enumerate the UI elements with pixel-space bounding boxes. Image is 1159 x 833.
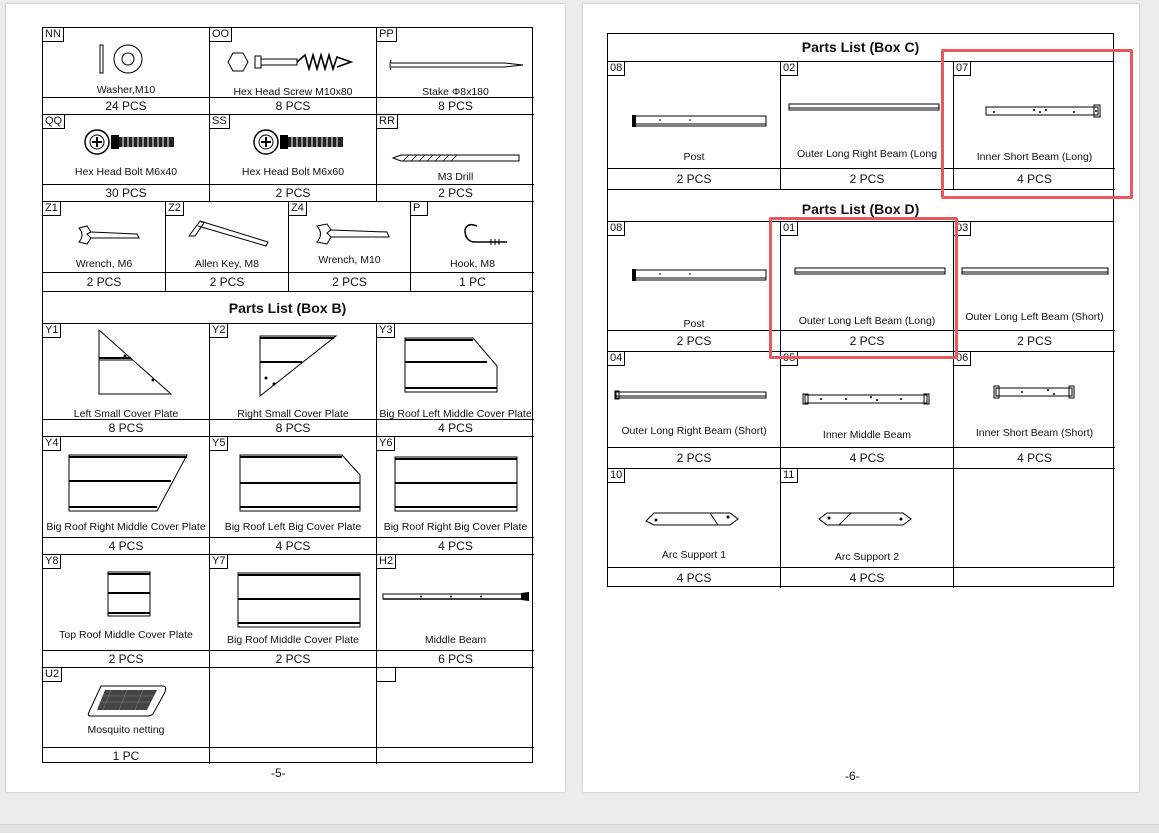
- part-qty: 2 PCS: [781, 330, 953, 351]
- parts-table-page-5: [42, 27, 533, 763]
- part-name: Big Roof Left Middle Cover Plate: [379, 408, 532, 420]
- part-name: Inner Middle Beam: [822, 429, 912, 441]
- part-qty: 2 PCS: [608, 447, 780, 468]
- part-code: U2: [43, 668, 62, 682]
- left-small-cover-plate-icon: [95, 328, 175, 398]
- wrench-icon: [77, 224, 141, 246]
- part-cell-02-c: [781, 62, 954, 190]
- part-name: Allen Key, M8: [195, 258, 259, 270]
- part-cell-06-d: [954, 352, 1115, 469]
- part-name: Big Roof Right Big Cover Plate: [383, 521, 528, 533]
- part-code: QQ: [43, 115, 65, 129]
- hex-screw-icon: [225, 50, 355, 74]
- part-cell-h2: [377, 555, 534, 668]
- part-name: Stake Φ8x180: [422, 86, 489, 98]
- inner-middle-beam-icon: [801, 392, 931, 406]
- arc-support-icon: [817, 509, 913, 529]
- part-code: Z1: [43, 202, 61, 216]
- middle-beam-icon: [381, 591, 531, 603]
- part-code: 04: [608, 352, 625, 366]
- part-qty: 1 PC: [411, 272, 534, 291]
- allen-key-icon: [186, 218, 270, 248]
- part-name: Wrench, M6: [75, 258, 133, 270]
- box-b-heading: Parts List (Box B): [43, 292, 532, 324]
- part-qty: 4 PCS: [377, 537, 534, 554]
- highlight-box-inner-short-beam-long: [941, 49, 1133, 199]
- part-code: [377, 668, 396, 682]
- part-code: Y2: [210, 324, 228, 338]
- part-cell-z2: [166, 202, 289, 292]
- part-qty: 8 PCS: [43, 419, 209, 436]
- empty-cell: [210, 668, 377, 764]
- part-name: Washer,M10: [96, 84, 156, 96]
- part-name: Hex Head Bolt M6x40: [74, 166, 178, 178]
- part-cell-pp: [377, 28, 534, 115]
- part-qty: 2 PCS: [43, 650, 209, 667]
- part-qty: 2 PCS: [210, 650, 376, 667]
- part-qty: 24 PCS: [43, 97, 209, 114]
- part-code: SS: [210, 115, 230, 129]
- part-qty: 8 PCS: [377, 97, 534, 114]
- part-qty: 4 PCS: [608, 567, 780, 588]
- part-cell-y5: [210, 437, 377, 555]
- part-cell-11-d: [781, 469, 954, 588]
- empty-cell: [377, 668, 534, 764]
- box-c-heading: Parts List (Box C): [608, 34, 1113, 62]
- part-name: Post: [683, 151, 705, 163]
- part-qty: 4 PCS: [954, 447, 1115, 468]
- part-cell-03-d: [954, 222, 1115, 352]
- part-name: Big Roof Middle Cover Plate: [227, 634, 359, 646]
- part-cell-ss: [210, 115, 377, 202]
- part-qty: [377, 747, 534, 764]
- part-cell-oo: [210, 28, 377, 115]
- outer-long-right-beam-icon: [787, 102, 941, 112]
- part-code: Y6: [377, 437, 395, 451]
- part-name: Middle Beam: [424, 634, 487, 646]
- big-roof-right-big-cover-plate-icon: [391, 455, 521, 515]
- part-cell-y2: [210, 324, 377, 437]
- part-code: 10: [608, 469, 625, 483]
- part-qty: 4 PCS: [377, 419, 534, 436]
- part-qty: 1 PC: [43, 747, 209, 764]
- part-name: Inner Short Beam (Long): [976, 151, 1093, 163]
- part-cell-08-c: [608, 62, 781, 190]
- part-cell-u2: [43, 668, 210, 764]
- part-qty: 4 PCS: [210, 537, 376, 554]
- part-name: Hook, M8: [450, 258, 495, 270]
- part-qty: 4 PCS: [781, 447, 953, 468]
- part-cell-y8: [43, 555, 210, 668]
- part-cell-p: [411, 202, 534, 292]
- part-code: 08: [608, 62, 625, 76]
- part-code: Z4: [289, 202, 307, 216]
- part-code: 07: [954, 62, 971, 76]
- part-code: NN: [43, 28, 64, 42]
- outer-long-left-beam-short-icon: [960, 266, 1110, 276]
- part-cell-z4: [289, 202, 411, 292]
- part-qty: 4 PCS: [43, 537, 209, 554]
- part-cell-04-d: [608, 352, 781, 469]
- highlight-box-outer-long-left-beam-long: [769, 217, 958, 359]
- part-qty: 6 PCS: [377, 650, 534, 667]
- big-roof-left-middle-cover-plate-icon: [401, 336, 501, 396]
- part-code: 11: [781, 469, 798, 483]
- part-cell-10-d: [608, 469, 781, 588]
- big-roof-middle-cover-plate-icon: [234, 571, 364, 631]
- part-code: Y1: [43, 324, 61, 338]
- part-cell-nn: [43, 28, 210, 115]
- big-roof-right-middle-cover-plate-icon: [65, 453, 191, 515]
- part-name: Top Roof Middle Cover Plate: [59, 629, 193, 641]
- part-qty: 2 PCS: [608, 330, 780, 351]
- part-name: M3 Drill: [437, 171, 474, 183]
- part-name: Outer Long Right Beam (Long: [796, 148, 938, 160]
- page-number: -5-: [271, 766, 286, 780]
- part-qty: 2 PCS: [377, 184, 534, 201]
- part-qty: 2 PCS: [608, 168, 780, 189]
- part-name: Arc Support 2: [834, 551, 900, 563]
- part-code: OO: [210, 28, 232, 42]
- part-cell-z1: [43, 202, 166, 292]
- part-name: Hex Head Screw M10x80: [233, 86, 353, 98]
- hook-icon: [461, 220, 511, 246]
- part-name: Outer Long Left Beam (Short): [965, 311, 1104, 323]
- part-name: Big Roof Left Big Cover Plate: [224, 521, 362, 533]
- top-roof-middle-cover-plate-icon: [105, 569, 153, 619]
- part-code: H2: [377, 555, 396, 569]
- part-name: Outer Long Right Beam (Short): [621, 425, 767, 437]
- stake-icon: [387, 58, 527, 72]
- part-qty: 2 PCS: [43, 272, 165, 291]
- part-code: 01: [781, 222, 798, 236]
- part-code: 08: [608, 222, 625, 236]
- part-code: Z2: [166, 202, 184, 216]
- part-qty: 2 PCS: [289, 272, 410, 291]
- drill-icon: [391, 153, 523, 163]
- part-code: P: [411, 202, 428, 216]
- part-cell-05-d: [781, 352, 954, 469]
- part-qty: [954, 567, 1115, 588]
- part-qty: 2 PCS: [954, 330, 1115, 351]
- part-code: Y5: [210, 437, 228, 451]
- page-6: [583, 4, 1139, 792]
- part-qty: [210, 747, 376, 764]
- part-code: Y3: [377, 324, 395, 338]
- part-code: Y8: [43, 555, 61, 569]
- empty-cell: [954, 469, 1115, 588]
- part-cell-y1: [43, 324, 210, 437]
- hex-bolt-icon: [252, 127, 347, 157]
- part-cell-y4: [43, 437, 210, 555]
- page-number: -6-: [845, 769, 860, 783]
- right-small-cover-plate-icon: [254, 334, 340, 400]
- part-qty: 2 PCS: [166, 272, 288, 291]
- part-code: 02: [781, 62, 798, 76]
- part-name: Outer Long Left Beam (Long): [798, 315, 936, 327]
- part-qty: 4 PCS: [781, 567, 953, 588]
- part-code: RR: [377, 115, 398, 129]
- big-roof-left-big-cover-plate-icon: [236, 453, 364, 515]
- part-name: Hex Head Bolt M6x60: [241, 166, 345, 178]
- part-qty: 2 PCS: [210, 184, 376, 201]
- part-name: Wrench, M10: [318, 254, 381, 266]
- post-icon: [630, 266, 770, 284]
- part-code: 06: [954, 352, 971, 366]
- hex-bolt-icon: [83, 127, 178, 157]
- part-cell-qq: [43, 115, 210, 202]
- part-code: Y4: [43, 437, 61, 451]
- part-name: Left Small Cover Plate: [73, 408, 179, 420]
- outer-long-right-beam-short-icon: [614, 390, 768, 400]
- box-d-heading: Parts List (Box D): [608, 190, 1113, 222]
- page-5: [6, 4, 565, 792]
- part-qty: 2 PCS: [781, 168, 953, 189]
- part-cell-y3: [377, 324, 534, 437]
- part-name: Inner Short Beam (Short): [975, 427, 1094, 439]
- part-code: Y7: [210, 555, 228, 569]
- part-qty: 30 PCS: [43, 184, 209, 201]
- part-qty: 8 PCS: [210, 419, 376, 436]
- mosquito-netting-icon: [87, 684, 167, 718]
- viewer-bottom-bar: [0, 824, 1159, 833]
- part-cell-rr: [377, 115, 534, 202]
- part-code: PP: [377, 28, 397, 42]
- part-cell-y7: [210, 555, 377, 668]
- wrench-icon: [315, 222, 391, 246]
- part-qty: 4 PCS: [954, 168, 1115, 189]
- part-qty: 8 PCS: [210, 97, 376, 114]
- part-name: Post: [683, 318, 705, 330]
- arc-support-icon: [644, 509, 740, 529]
- washer-icon: [98, 42, 148, 76]
- part-code: 05: [781, 352, 798, 366]
- part-cell-y6: [377, 437, 534, 555]
- inner-short-beam-short-icon: [992, 384, 1076, 400]
- part-name: Mosquito netting: [87, 724, 165, 736]
- part-name: Big Roof Right Middle Cover Plate: [46, 521, 206, 533]
- post-icon: [630, 112, 770, 130]
- part-name: Arc Support 1: [661, 549, 727, 561]
- part-cell-08-d: [608, 222, 781, 352]
- part-name: Right Small Cover Plate: [237, 408, 349, 420]
- part-code: 03: [954, 222, 971, 236]
